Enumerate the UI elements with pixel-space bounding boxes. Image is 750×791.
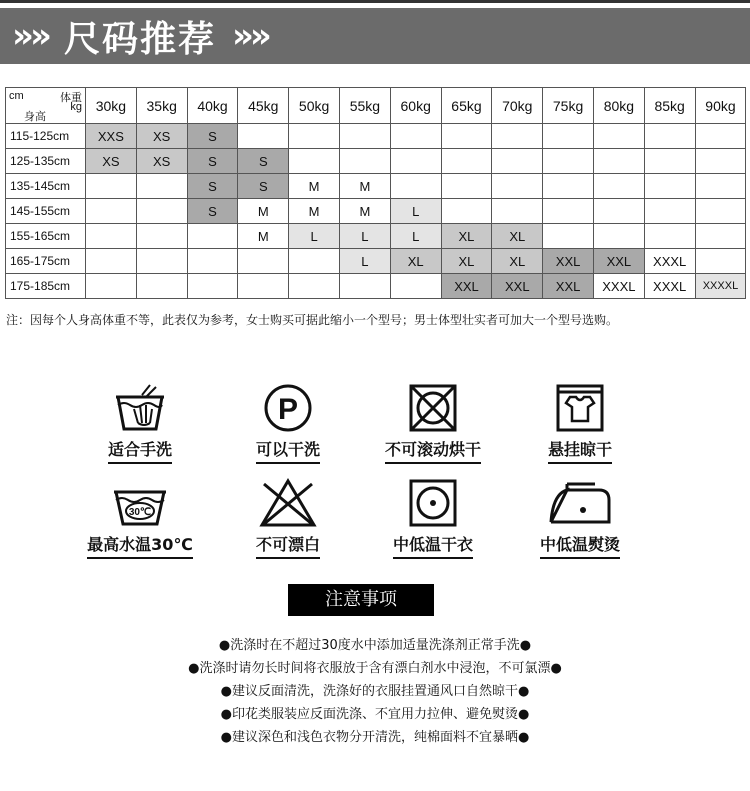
- care-label-dry-clean: 可以干洗: [256, 437, 320, 464]
- size-cell: L: [289, 224, 340, 249]
- tub-temp-text: 30℃: [128, 507, 152, 518]
- wash-30c-icon: [110, 478, 170, 528]
- size-cell: XXXL: [644, 249, 695, 274]
- no-tumble-dry-icon: [403, 383, 463, 433]
- care-tip: ●印花类服装应反面洗涤、不宜用力拉伸、避免熨烫●: [220, 707, 530, 722]
- size-cell: [695, 224, 746, 249]
- weight-header-cell: 60kg: [390, 88, 441, 124]
- size-cell: [339, 274, 390, 299]
- size-cell: XS: [136, 149, 187, 174]
- height-range-cell: 175-185cm: [6, 274, 86, 299]
- size-cell: [644, 199, 695, 224]
- size-cell: XL: [441, 224, 492, 249]
- size-cell: XXXL: [644, 274, 695, 299]
- care-label-no-bleach: 不可漂白: [256, 532, 320, 559]
- size-cell: [593, 224, 644, 249]
- height-range-cell: 125-135cm: [6, 149, 86, 174]
- care-label-hang-dry: 悬挂晾干: [548, 437, 612, 464]
- care-tips-list: [0, 634, 750, 749]
- size-cell: XXL: [593, 249, 644, 274]
- size-cell: XXXL: [593, 274, 644, 299]
- banner-title: 尺码推荐: [63, 18, 216, 60]
- size-cell: L: [339, 224, 390, 249]
- size-cell: XL: [492, 224, 543, 249]
- care-tip: ●洗涤时在不超过30度水中添加适量洗涤剂正常手洗●: [218, 638, 532, 653]
- size-cell: [390, 124, 441, 149]
- size-cell: [339, 149, 390, 174]
- size-cell: [492, 199, 543, 224]
- care-tip: ●建议反面清洗，洗涤好的衣服挂置通风口自然晾干●: [220, 684, 530, 699]
- size-cell: [136, 224, 187, 249]
- hand-wash-icon: [110, 383, 170, 433]
- care-item-iron-low: [515, 478, 645, 559]
- table-row: [6, 174, 746, 199]
- care-label-wash-30: 最高水温30℃: [87, 532, 193, 559]
- size-cell: [136, 199, 187, 224]
- size-cell: XXL: [543, 249, 594, 274]
- height-range-cell: 145-155cm: [6, 199, 86, 224]
- size-cell: [492, 149, 543, 174]
- size-cell: [187, 224, 238, 249]
- size-cell: [238, 249, 289, 274]
- size-cell: XL: [390, 249, 441, 274]
- care-label-tumble-dry-low: 中低温干衣: [393, 532, 473, 559]
- size-cell: [339, 124, 390, 149]
- size-cell: [543, 149, 594, 174]
- corner-unit-cm: cm: [9, 90, 24, 102]
- size-cell: S: [187, 174, 238, 199]
- size-cell: [441, 124, 492, 149]
- care-item-no-tumble-dry: [368, 383, 498, 464]
- size-cell: [289, 124, 340, 149]
- size-cell: [136, 249, 187, 274]
- care-item-dry-clean: [223, 383, 353, 464]
- care-tip: ●洗涤时请勿长时间将衣服放于含有漂白剂水中浸泡，不可氯漂●: [188, 661, 562, 676]
- weight-header-cell: 30kg: [86, 88, 137, 124]
- table-row: [6, 249, 746, 274]
- size-cell: [86, 224, 137, 249]
- size-guide-banner: [0, 8, 750, 64]
- size-chart-table: [5, 87, 746, 299]
- size-cell: [593, 124, 644, 149]
- size-cell: M: [339, 199, 390, 224]
- size-cell: [187, 274, 238, 299]
- care-tip: ●建议深色和浅色衣物分开清洗，纯棉面料不宜暴晒●: [220, 730, 530, 745]
- size-cell: [543, 199, 594, 224]
- weight-header-cell: 70kg: [492, 88, 543, 124]
- size-cell: [289, 149, 340, 174]
- chevron-right-icon: »»: [231, 16, 268, 56]
- size-cell: [543, 224, 594, 249]
- size-cell: [593, 174, 644, 199]
- table-row: [6, 124, 746, 149]
- size-cell: S: [187, 149, 238, 174]
- size-cell: [644, 149, 695, 174]
- svg-text:P: P: [277, 393, 299, 426]
- size-cell: [86, 199, 137, 224]
- weight-header-cell: 35kg: [136, 88, 187, 124]
- size-cell: [695, 174, 746, 199]
- size-cell: XXL: [543, 274, 594, 299]
- size-cell: [136, 274, 187, 299]
- weight-header-cell: 55kg: [339, 88, 390, 124]
- size-cell: XXXXL: [695, 274, 746, 299]
- size-cell: L: [390, 224, 441, 249]
- size-cell: [390, 149, 441, 174]
- size-cell: [492, 174, 543, 199]
- size-cell: L: [339, 249, 390, 274]
- weight-header-cell: 50kg: [289, 88, 340, 124]
- size-cell: M: [339, 174, 390, 199]
- size-cell: [86, 174, 137, 199]
- size-cell: [644, 224, 695, 249]
- table-row: [6, 224, 746, 249]
- size-cell: [644, 174, 695, 199]
- no-bleach-icon: [258, 478, 318, 528]
- height-range-cell: 155-165cm: [6, 224, 86, 249]
- weight-header-cell: 80kg: [593, 88, 644, 124]
- care-item-wash-30: [75, 478, 205, 559]
- size-cell: XS: [136, 124, 187, 149]
- size-cell: [593, 149, 644, 174]
- size-cell: [644, 124, 695, 149]
- dry-clean-p-icon: [258, 383, 318, 433]
- weight-header-cell: 40kg: [187, 88, 238, 124]
- size-cell: [441, 199, 492, 224]
- size-cell: [695, 199, 746, 224]
- size-cell: XL: [441, 249, 492, 274]
- table-header-row: [6, 88, 746, 124]
- care-label-hand-wash: 适合手洗: [108, 437, 172, 464]
- size-cell: [289, 274, 340, 299]
- iron-low-icon: [545, 478, 615, 528]
- weight-header-cell: 85kg: [644, 88, 695, 124]
- size-cell: S: [238, 149, 289, 174]
- size-cell: [543, 124, 594, 149]
- weight-header-cell: 65kg: [441, 88, 492, 124]
- weight-header-cell: 75kg: [543, 88, 594, 124]
- size-cell: [441, 174, 492, 199]
- care-item-hang-dry: [515, 383, 645, 464]
- size-cell: [543, 174, 594, 199]
- size-cell: [492, 124, 543, 149]
- size-cell: [390, 274, 441, 299]
- weight-header-cell: 45kg: [238, 88, 289, 124]
- notice-title: 注意事项: [288, 584, 434, 616]
- size-note: 注：因每个人身高体重不等，此表仅为参考，女士购买可据此缩小一个型号；男士体型壮实者可加大一个型号选购。: [6, 313, 619, 327]
- size-cell: L: [390, 199, 441, 224]
- size-cell: M: [289, 174, 340, 199]
- size-cell: [695, 124, 746, 149]
- weight-header-cell: 90kg: [695, 88, 746, 124]
- corner-height-label: 身高: [24, 111, 46, 123]
- table-corner-cell: [6, 88, 86, 124]
- size-cell: S: [238, 174, 289, 199]
- height-range-cell: 165-175cm: [6, 249, 86, 274]
- table-row: [6, 274, 746, 299]
- size-cell: [441, 149, 492, 174]
- size-cell: [187, 249, 238, 274]
- size-cell: XXS: [86, 124, 137, 149]
- size-cell: [289, 249, 340, 274]
- size-cell: [86, 249, 137, 274]
- care-item-tumble-dry-low: [368, 478, 498, 559]
- care-item-hand-wash: [75, 383, 205, 464]
- corner-unit-kg: kg: [70, 101, 82, 113]
- hang-dry-icon: [550, 383, 610, 433]
- corner-weight-label: 体重: [60, 92, 82, 104]
- size-cell: [86, 274, 137, 299]
- size-cell: XS: [86, 149, 137, 174]
- size-cell: [695, 149, 746, 174]
- size-cell: XXL: [441, 274, 492, 299]
- table-row: [6, 199, 746, 224]
- care-label-no-tumble-dry: 不可滚动烘干: [385, 437, 481, 464]
- size-cell: XL: [492, 249, 543, 274]
- size-cell: [695, 249, 746, 274]
- tumble-dry-low-icon: [403, 478, 463, 528]
- size-cell: S: [187, 124, 238, 149]
- height-range-cell: 135-145cm: [6, 174, 86, 199]
- table-row: [6, 149, 746, 174]
- care-label-iron-low: 中低温熨烫: [540, 532, 620, 559]
- size-cell: [136, 174, 187, 199]
- size-cell: [238, 274, 289, 299]
- size-cell: [593, 199, 644, 224]
- size-cell: M: [289, 199, 340, 224]
- size-cell: [390, 174, 441, 199]
- height-range-cell: 115-125cm: [6, 124, 86, 149]
- care-item-no-bleach: [223, 478, 353, 559]
- top-divider: [0, 0, 750, 3]
- size-cell: M: [238, 199, 289, 224]
- chevron-left-icon: »»: [12, 16, 48, 56]
- size-cell: S: [187, 199, 238, 224]
- size-cell: [238, 124, 289, 149]
- size-cell: M: [238, 224, 289, 249]
- size-cell: XXL: [492, 274, 543, 299]
